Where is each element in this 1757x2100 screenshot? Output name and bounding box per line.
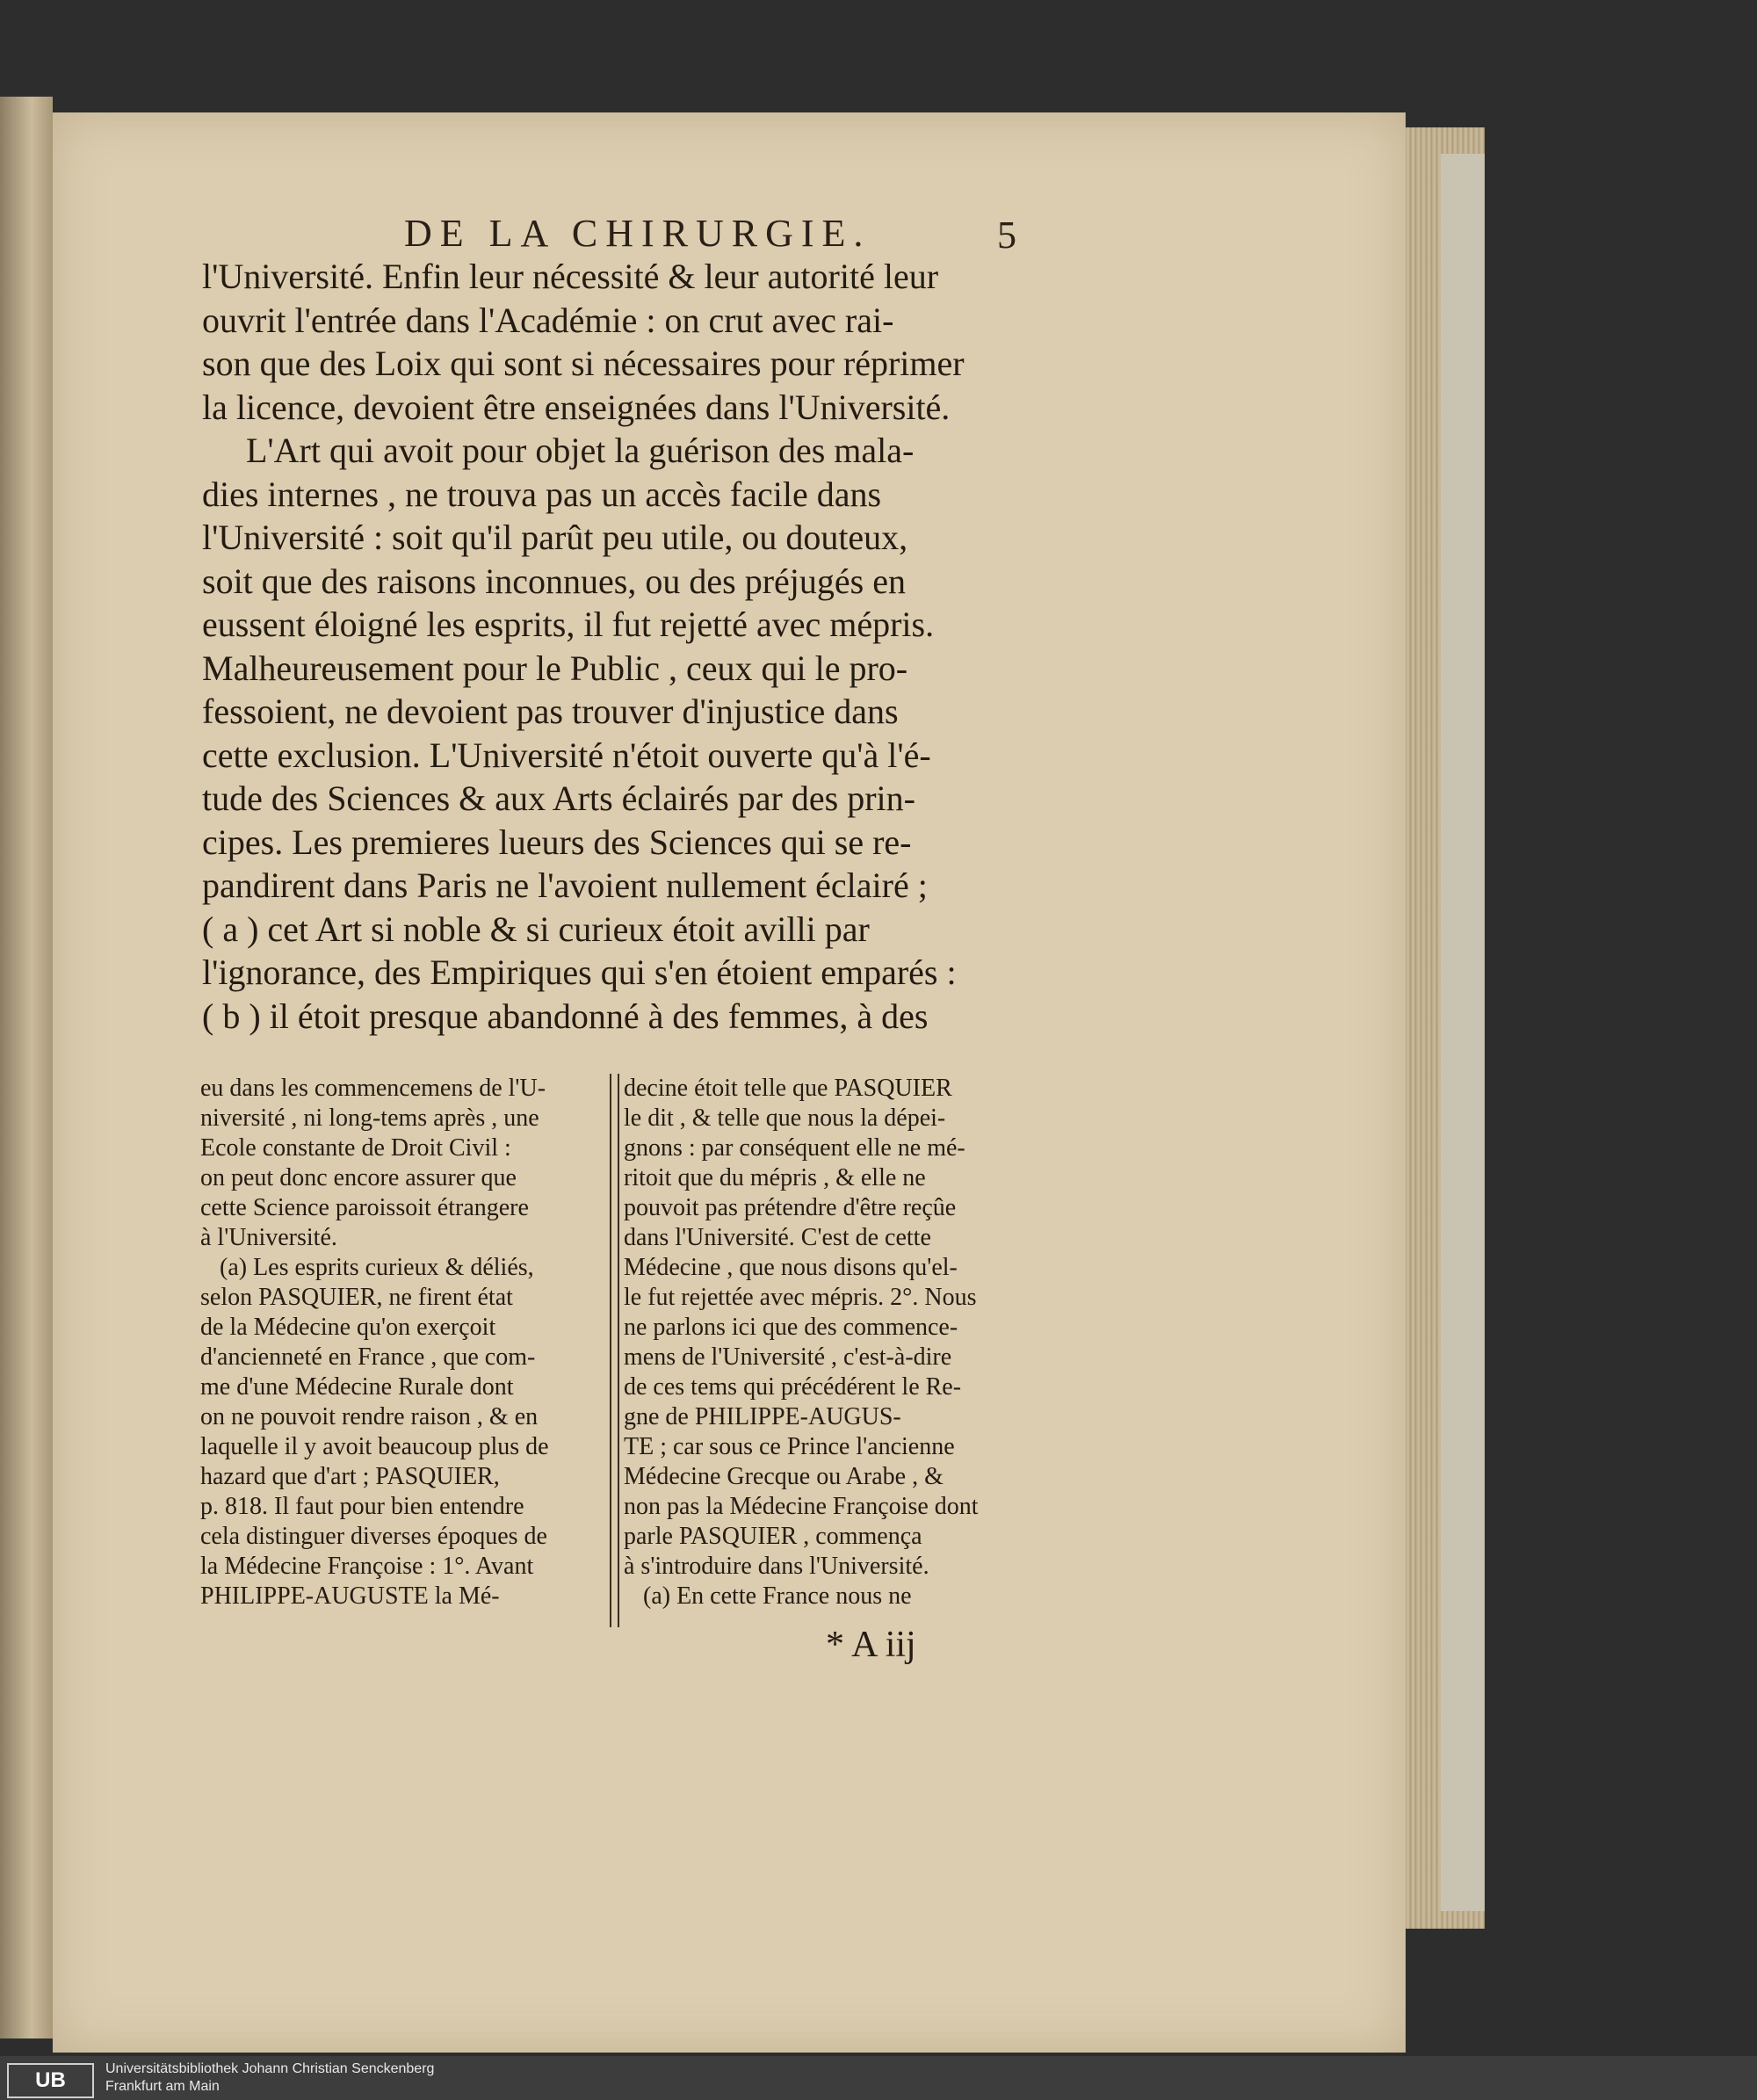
library-city: Frankfurt am Main xyxy=(105,2079,220,2094)
page-number: 5 xyxy=(997,214,1016,257)
footnote-left-paragraph-1: eu dans les commencemens de l'U- niversité , ni long-tems après , une Ecole constante de Droit Civil : on peut donc encore assurer que cette Science paroissoit étrangere à l'Université. xyxy=(200,1075,546,1251)
library-footer xyxy=(0,2056,1757,2100)
library-logo[interactable]: UB xyxy=(7,2063,94,2098)
main-paragraph-2: L'Art qui avoit pour objet la guérison des mala- dies internes , ne trouva pas un accès facile dans l'Université : soit qu'il parût peu utile, ou douteux, soit que des raisons inconnues, ou des préjugés en eussent éloigné les esprits, il fut rejetté avec mépris. Malheureusement pour le Public , ceux qui le pro- fessoient, ne devoient pas trouver d'injustice dans cette exclusion. L'Université n'étoit ouverte qu'à l'é- tude des Sciences & aux Arts éclairés par des prin- cipes. Les premieres lueurs des Sciences qui se re- pandirent dans Paris ne l'avoient nullement éclairé ; ( a ) cet Art si noble & si curieux étoit avilli par l'ignorance, des Empiriques qui s'en étoient emparés : ( b ) il étoit presque abandonné à des femmes, à des xyxy=(202,431,957,1036)
main-text-block xyxy=(202,255,1019,1038)
library-name: Universitätsbibliothek Johann Christian Senckenberg xyxy=(105,2061,435,2076)
signature-mark: * A iij xyxy=(826,1625,916,1665)
running-header-title: DE LA CHIRURGIE. xyxy=(404,212,871,255)
footnote-left-paragraph-2: (a) Les esprits curieux & déliés, selon PASQUIER, ne firent état de la Médecine qu'on exerçoit d'ancienneté en France , que com- me d'une Médecine Rurale dont on ne pouvoit rendre raison , & en laquelle il y avoit beaucoup plus de hazard que d'art ; PASQUIER, p. 818. Il faut pour bien entendre cela distinguer diverses époques de la Médecine Françoise : 1°. Avant PHILIPPE-AUGUSTE la Mé- xyxy=(200,1254,549,1610)
footnote-right-paragraph-1: decine étoit telle que PASQUIER le dit , & telle que nous la dépei- gnons : par conséquent elle ne mé- ritoit que du mépris , & elle ne pouvoit pas prétendre d'être reçûe dans l'Université. C'est de cette Médecine , que nous disons qu'el- le fut rejettée avec mépris. 2°. Nous ne parlons ici que des commence- mens de l'Université , c'est-à-dire de ces tems qui précédérent le Re- gne de PHILIPPE-AUGUS- TE ; car sous ce Prince l'ancienne Médecine Grecque ou Arabe , & non pas la Médecine Françoise dont parle PASQUIER , commença à s'introduire dans l'Université. xyxy=(624,1075,979,1580)
footnote-column-left xyxy=(200,1074,597,1611)
column-divider xyxy=(610,1074,619,1627)
previous-page-edge xyxy=(0,97,53,2038)
book-cover-edge xyxy=(1441,154,1485,1911)
footnote-right-paragraph-2: (a) En cette France nous ne xyxy=(643,1582,912,1610)
footnote-column-right xyxy=(624,1074,1021,1611)
main-paragraph-1: l'Université. Enfin leur nécessité & leur autorité leur ouvrit l'entrée dans l'Académie : on crut avec rai- son que des Loix qui sont si nécessaires pour réprimer la licence, devoient être enseignées dans l'Université. xyxy=(202,257,965,427)
